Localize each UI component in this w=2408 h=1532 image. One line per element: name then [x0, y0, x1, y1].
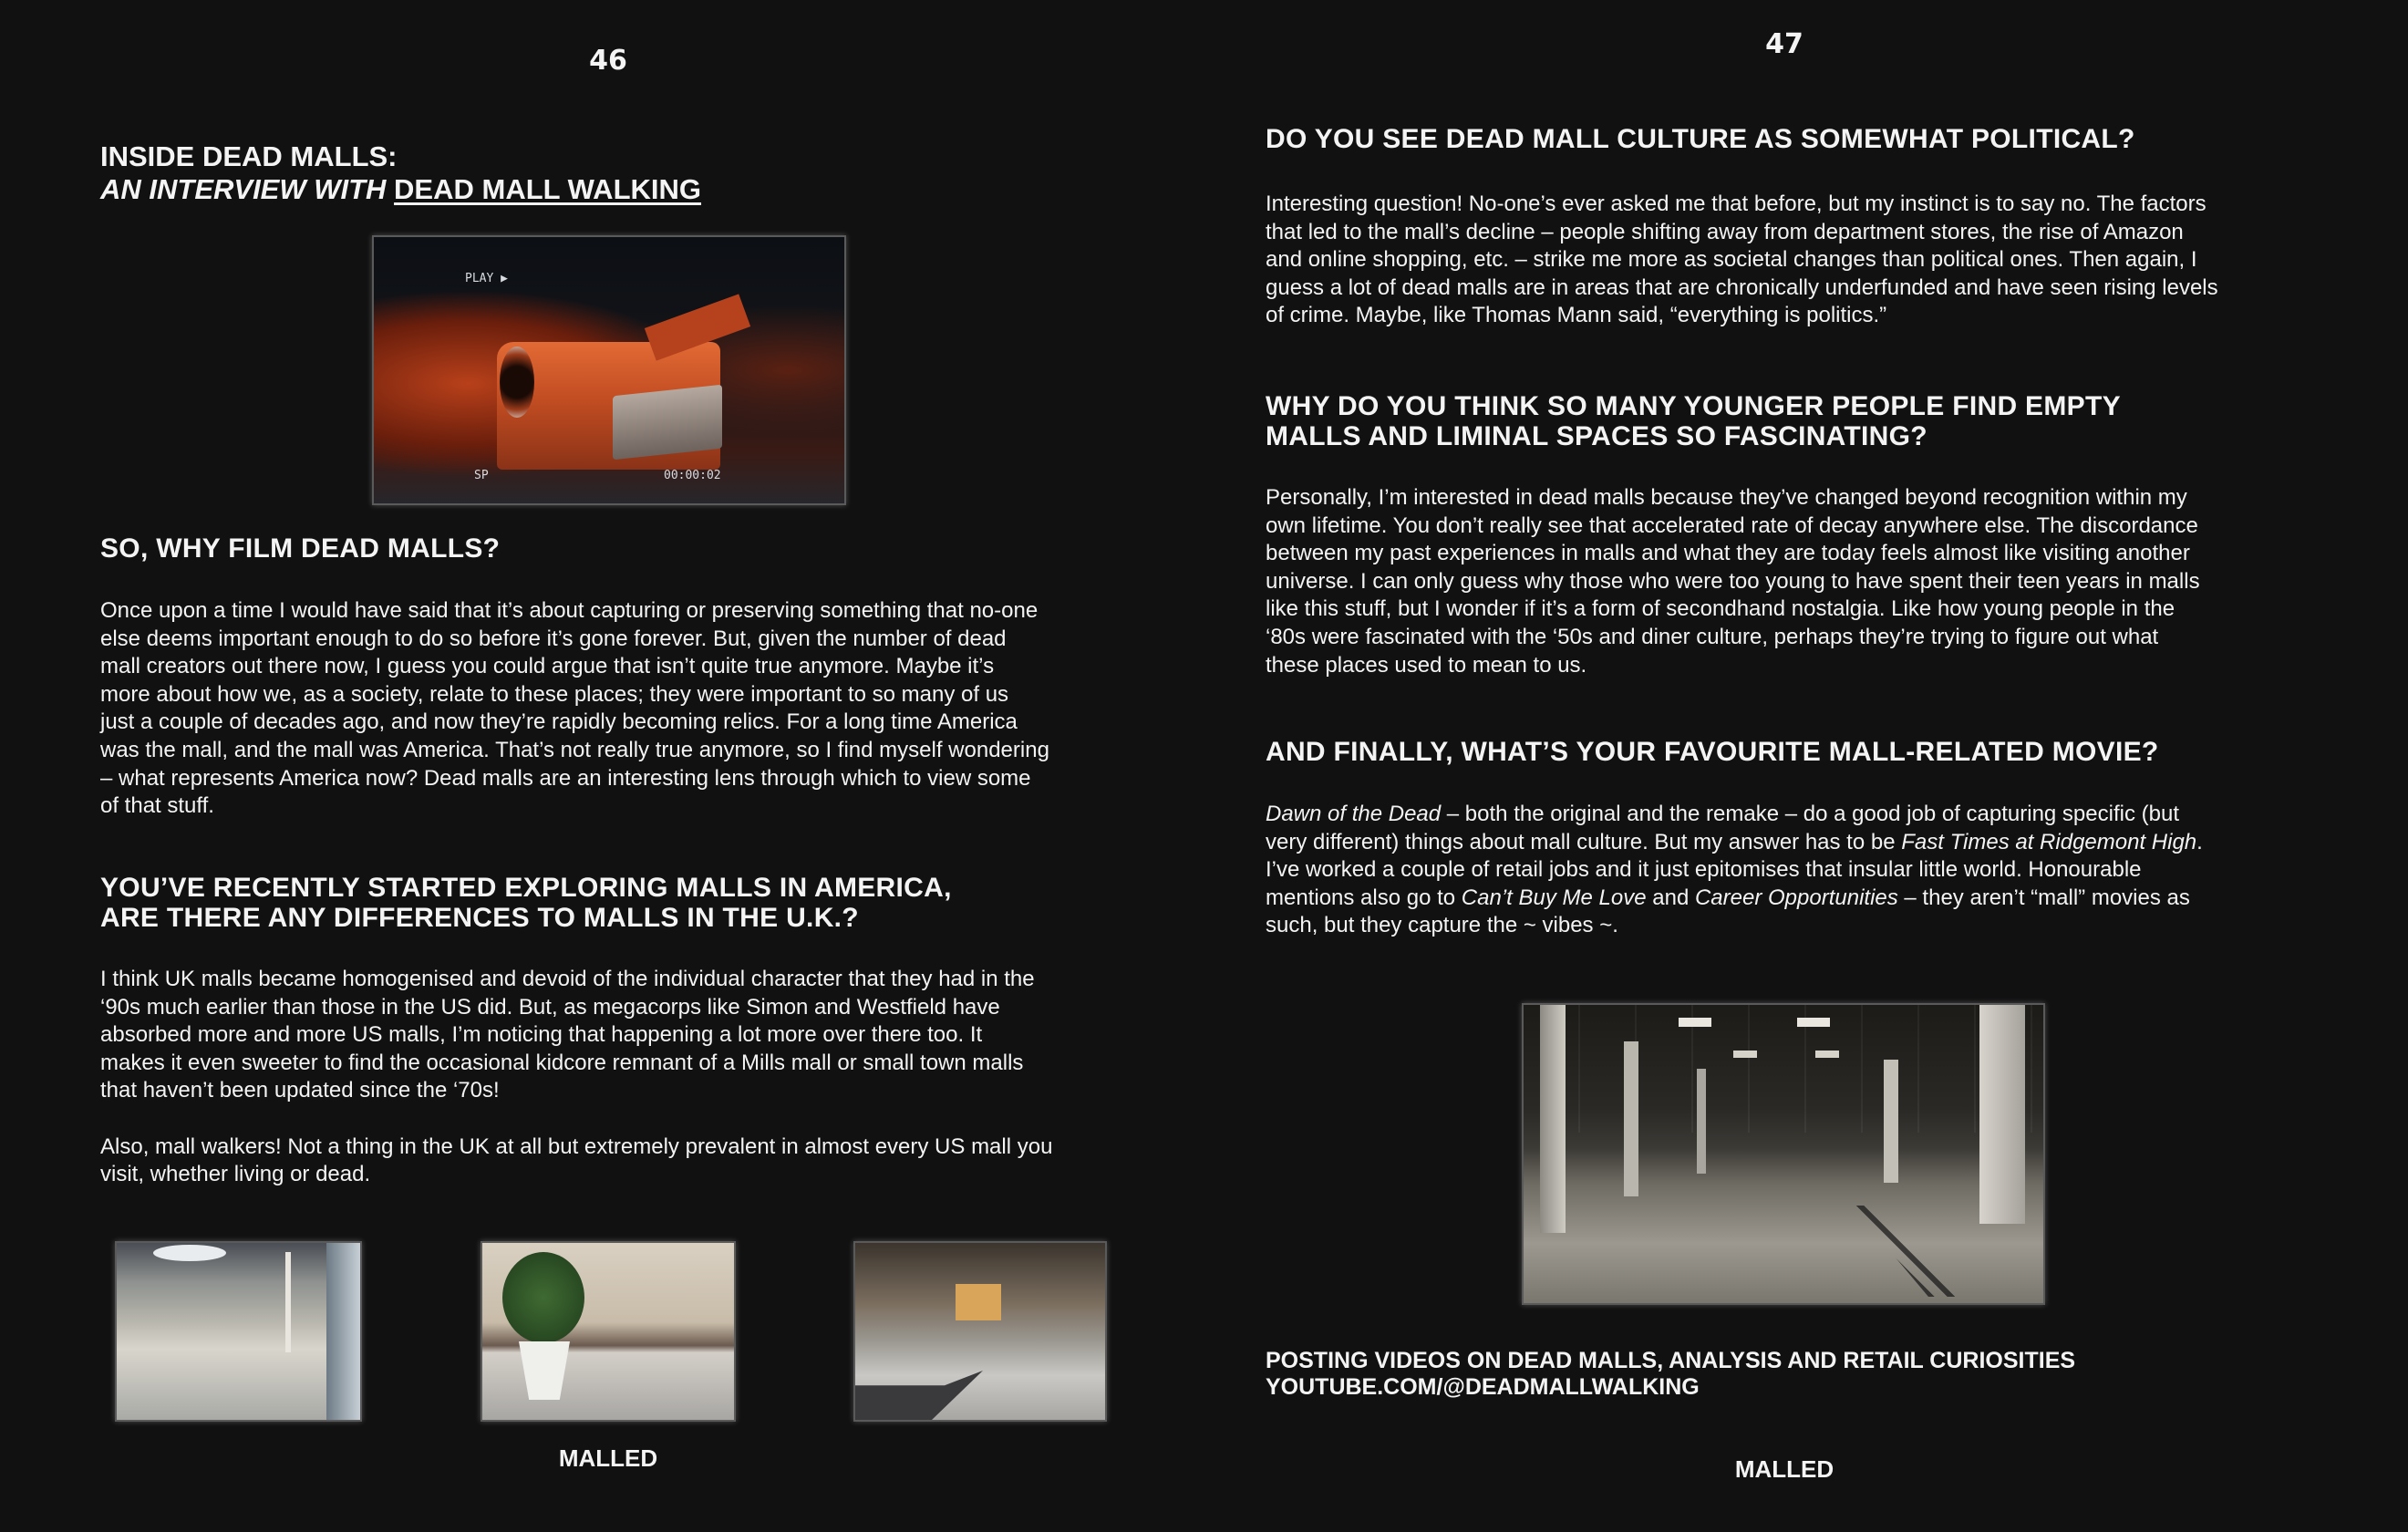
- text-segment: else deems important enough to do so before it’s gone forever. But, given the number of dead: [100, 626, 1007, 651]
- section-heading: [1266, 124, 2218, 154]
- article-title: [100, 140, 701, 206]
- shadow: [855, 1371, 983, 1420]
- text-segment: that led to the mall’s decline – people shifting away from department stores, the rise of Amazon: [1266, 219, 2184, 244]
- text-line: [100, 597, 1049, 626]
- text-segment: makes it even sweeter to find the occasional kidcore remnant of a Mills mall or small town malls: [100, 1050, 1024, 1075]
- floor-tiles: [1852, 1206, 1961, 1297]
- heading-line: ARE THERE ANY DIFFERENCES TO MALLS IN THE U.K.?: [100, 903, 859, 933]
- channel-credit: [1266, 1348, 2075, 1401]
- heading-line: WHY DO YOU THINK SO MANY YOUNGER PEOPLE FIND EMPTY: [1266, 391, 2121, 421]
- text-line: [1266, 246, 2218, 274]
- section-younger-people: [1266, 391, 2200, 679]
- section-political: [1266, 124, 2218, 330]
- youtube-link[interactable]: YOUTUBE.COM/@DEADMALLWALKING: [1266, 1374, 1700, 1400]
- text-segment: Once upon a time I would have said that it’s about capturing or preserving something that no-one: [100, 598, 1039, 623]
- text-line: [1266, 191, 2218, 219]
- section-body: [1266, 801, 2203, 940]
- osd-mode: SP: [474, 469, 489, 482]
- text-segment: Personally, I’m interested in dead malls because they’ve changed beyond recognition within my: [1266, 485, 2187, 510]
- channel-name-link[interactable]: DEAD MALL WALKING: [394, 173, 702, 205]
- text-line: [1266, 652, 2200, 680]
- magazine-footer: MALLED: [558, 1444, 658, 1472]
- text-line: [1266, 219, 2218, 247]
- text-line: [1266, 885, 2203, 913]
- text-line: [100, 994, 1052, 1022]
- column: [1540, 1005, 1566, 1233]
- text-line: [100, 1077, 1052, 1105]
- text-segment: absorbed more and more US malls, I’m noticing that happening a lot more over there too. It: [100, 1022, 983, 1048]
- text-line: [1266, 912, 2203, 940]
- text-segment: I’ve worked a couple of retail jobs and it just epitomises that insular little world. Honourable: [1266, 857, 2142, 883]
- text-segment: Interesting question! No-one’s ever asked me that before, but my instinct is to say no. The factors: [1266, 192, 2206, 216]
- ceiling-light: [1679, 1018, 1711, 1027]
- ceiling-light: [1733, 1051, 1757, 1058]
- text-line: [100, 1050, 1052, 1078]
- text-segment: universe. I can only guess why those who were too young to have spent their teen years in malls: [1266, 568, 2200, 594]
- ceiling-light: [1815, 1051, 1839, 1058]
- text-segment: mentions also go to: [1266, 885, 1462, 910]
- text-line: [100, 765, 1049, 793]
- italic-title: Can’t Buy Me Love: [1461, 885, 1647, 910]
- text-line: [1266, 540, 2200, 568]
- heading-line: DO YOU SEE DEAD MALL CULTURE AS SOMEWHAT POLITICAL?: [1266, 124, 2135, 154]
- text-segment: – both the original and the remake – do a good job of capturing specific (but: [1441, 802, 2179, 826]
- heading-line: AND FINALLY, WHAT’S YOUR FAVOURITE MALL-RELATED MOVIE?: [1266, 737, 2159, 767]
- text-segment: between my past experiences in malls and what they are today feels almost like visiting another: [1266, 541, 2190, 566]
- text-line: [100, 1161, 1052, 1189]
- section-uk-vs-us: [100, 873, 1052, 1189]
- title-line-2: [100, 173, 701, 206]
- section-heading: [1266, 737, 2203, 767]
- title-line-1: INSIDE DEAD MALLS:: [100, 140, 398, 172]
- text-segment: such, but they capture the ~ vibes ~.: [1266, 913, 1618, 938]
- osd-timecode: 00:00:02: [664, 469, 721, 482]
- column: [1624, 1041, 1638, 1196]
- text-segment: these places used to mean to us.: [1266, 652, 1587, 678]
- text-segment: own lifetime. You don’t really see that accelerated rate of decay anywhere else. The discordance: [1266, 512, 2198, 538]
- text-line: [100, 737, 1049, 765]
- text-segment: of crime. Maybe, like Thomas Mann said, “everything is politics.”: [1266, 303, 1887, 328]
- text-segment: was the mall, and the mall was America. That’s not really true anymore, so I find myself wondering: [100, 737, 1049, 762]
- mall-photo-empty-hall: [853, 1241, 1107, 1422]
- window-wall: [326, 1243, 360, 1420]
- page-number: 47: [1765, 28, 1803, 60]
- text-line: [100, 626, 1049, 654]
- text-segment: – they aren’t “mall” movies as: [1897, 885, 2190, 910]
- section-body: [1266, 191, 2218, 330]
- text-line: [100, 653, 1049, 681]
- mall-photo-skylight: [115, 1241, 362, 1422]
- section-heading: [1266, 391, 2200, 451]
- text-line: [1266, 274, 2218, 303]
- text-segment: visit, whether living or dead.: [100, 1162, 371, 1187]
- italic-title: Fast Times at Ridgemont High: [1901, 829, 2197, 854]
- text-segment: ‘80s were fascinated with the ‘50s and diner culture, perhaps they’re trying to figure out what: [1266, 624, 2159, 649]
- text-segment: and online shopping, etc. – strike me more as societal changes than political ones. Then again, I: [1266, 247, 2197, 273]
- text-segment: more about how we, as a society, relate to these places; they were important to so many of us: [100, 681, 1009, 707]
- column: [1697, 1069, 1706, 1174]
- text-line: [100, 1021, 1052, 1050]
- text-line: [1266, 512, 2200, 541]
- text-segment: I think UK malls became homogenised and devoid of the individual character that they had in the: [100, 967, 1035, 991]
- text-segment: that haven’t been updated since the ‘70s!: [100, 1078, 500, 1103]
- text-line: [100, 681, 1049, 709]
- text-line: [1266, 801, 2203, 829]
- section-favourite-movie: [1266, 737, 2203, 940]
- text-line: [1266, 624, 2200, 652]
- title-italic: AN INTERVIEW WITH: [100, 173, 395, 205]
- section-why-film: [100, 533, 1049, 821]
- column: [1979, 1005, 2025, 1224]
- camcorder-screen: [613, 385, 722, 461]
- text-segment: guess a lot of dead malls are in areas that are chronically underfunded and have seen rising levels: [1266, 274, 2218, 300]
- planter: [519, 1341, 570, 1400]
- camcorder-lens: [500, 347, 534, 418]
- text-line: [1266, 568, 2200, 596]
- text-line: [100, 709, 1049, 737]
- text-segment: .: [2196, 829, 2203, 854]
- column: [1884, 1060, 1898, 1183]
- storefront: [956, 1284, 1001, 1320]
- heading-line: MALLS AND LIMINAL SPACES SO FASCINATING?: [1266, 421, 1927, 451]
- mall-photo-planter: [481, 1241, 736, 1422]
- text-line: [1266, 856, 2203, 885]
- section-heading: [100, 533, 1049, 564]
- section-body: [100, 597, 1049, 821]
- text-segment: and: [1646, 885, 1695, 910]
- heading-line: YOU’VE RECENTLY STARTED EXPLORING MALLS IN AMERICA,: [100, 873, 952, 903]
- section-body: [1266, 484, 2200, 679]
- text-segment: mall creators out there now, I guess you could argue that isn’t quite true anymore. Maybe it’s: [100, 654, 995, 679]
- skylight: [153, 1245, 226, 1261]
- ceiling-grid: [1524, 1005, 2043, 1133]
- text-line: [100, 966, 1052, 994]
- magazine-footer: MALLED: [1734, 1455, 1834, 1483]
- text-line: [1266, 484, 2200, 512]
- text-line: [1266, 302, 2218, 330]
- text-segment: – what represents America now? Dead malls are an interesting lens through which to view some: [100, 765, 1031, 791]
- osd-play: PLAY ▶: [465, 272, 508, 285]
- heading-line: SO, WHY FILM DEAD MALLS?: [100, 533, 501, 564]
- text-segment: ‘90s much earlier than those in the US did. But, as megacorps like Simon and Westfield have: [100, 994, 1000, 1020]
- paragraph-gap: [100, 1105, 1052, 1133]
- credit-description: POSTING VIDEOS ON DEAD MALLS, ANALYSIS AND RETAIL CURIOSITIES: [1266, 1348, 2076, 1373]
- page-number: 46: [589, 45, 627, 77]
- dead-mall-interior-photo: [1522, 1003, 2045, 1305]
- text-line: [100, 792, 1049, 821]
- text-segment: of that stuff.: [100, 793, 214, 819]
- text-segment: Also, mall walkers! Not a thing in the UK at all but extremely prevalent in almost every US mall you: [100, 1133, 1053, 1159]
- ceiling-light: [1797, 1018, 1830, 1027]
- text-segment: very different) things about mall culture. But my answer has to be: [1266, 829, 1902, 854]
- column: [285, 1252, 291, 1352]
- text-line: [100, 1133, 1052, 1162]
- section-heading: [100, 873, 1052, 933]
- plant: [502, 1252, 584, 1343]
- text-segment: like this stuff, but I wonder if it’s a form of secondhand nostalgia. Like how young people in the: [1266, 596, 2175, 622]
- camcorder-video-still: [372, 235, 846, 505]
- section-body: [100, 966, 1052, 1189]
- text-segment: just a couple of decades ago, and now they’re rapidly becoming relics. For a long time America: [100, 709, 1018, 735]
- italic-title: Dawn of the Dead: [1266, 802, 1442, 826]
- text-line: [1266, 595, 2200, 624]
- italic-title: Career Opportunities: [1694, 885, 1898, 910]
- text-line: [1266, 829, 2203, 857]
